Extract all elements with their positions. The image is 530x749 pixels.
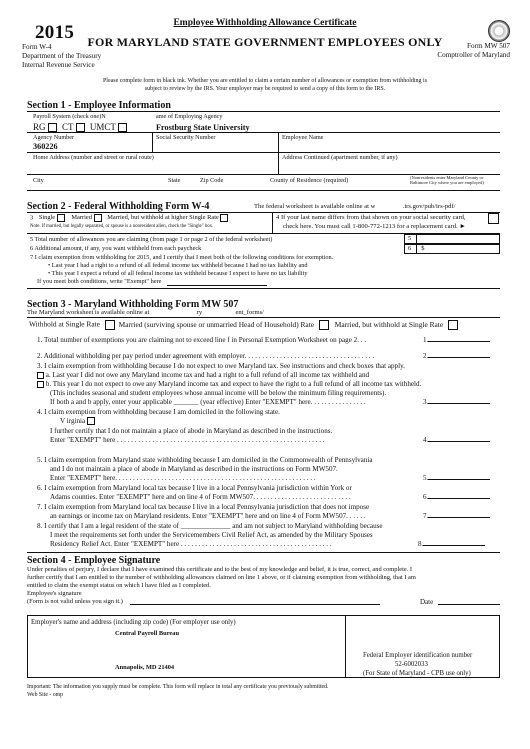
md-line8b: I meet the requirements set forth under the Servicemembers Civil Relief Act, as amended by the Military Spouses — [50, 531, 373, 539]
form-mw507-label: Form MW 507 — [467, 42, 510, 50]
md-married-single-rate-checkbox[interactable] — [448, 320, 458, 330]
md-line7a: 7. I claim exemption from Maryland local tax because I live in a local Pennsylvania jurisdiction that does not impose — [37, 503, 370, 511]
md-line5a: 5. I claim exemption from Maryland state withholding because I am domiciled in the Commonwealth of Pennsylvania — [37, 456, 373, 464]
irs-label: Internal Revenue Service — [22, 61, 95, 69]
important-note: Important: The information you supply must be complete. This form will replace in total any certificate you previously submitted. — [27, 684, 329, 690]
payroll-system-label: Payroll System (check one)N — [33, 113, 106, 120]
md-line4b: I further certify that I do not maintain a place of abode in Maryland as described in the instructions. — [50, 427, 333, 435]
w4-box6[interactable]: 6 $ — [404, 244, 500, 254]
state-label: State — [168, 177, 181, 184]
md-line3: 3. I claim exemption from withholding because I do not expect to owe Maryland tax. See instructions and check boxes that apply. — [37, 362, 405, 370]
md-line4-state[interactable]: V irginia — [60, 417, 95, 425]
county-label: County of Residence (required) — [270, 177, 349, 184]
md-line3b-checkbox[interactable] — [37, 381, 44, 388]
md-line4a: 4. I claim exemption from withholding because I am domiciled in the following state. — [37, 408, 280, 416]
md-line4-field[interactable]: 4. — [423, 436, 490, 444]
md-line2: 2. Additional withholding per pay period under agreement with employer. . . . . . . . . . . . . . . . . . . . . . . . . . . . . . . . . . . . . — [37, 352, 375, 360]
md-line3a-checkbox[interactable] — [37, 372, 44, 379]
fein-label: Federal Employer identification number — [363, 652, 473, 659]
section1-title: Section 1 - Employee Information — [27, 100, 171, 111]
md-line5-field[interactable]: 5. — [423, 474, 490, 482]
instructions-line-2: subject to review by the IRS. Your employer may be required to send a copy of this form to the IRS. — [144, 86, 386, 92]
footer-website[interactable]: Web Site - omp — [27, 692, 64, 698]
employer-city: Annapolis, MD 21404 — [115, 664, 175, 671]
comptroller-label: Comptroller of Maryland — [437, 51, 510, 59]
fein-note: (For State of Maryland - CPB use only) — [363, 670, 471, 677]
md-line8-field[interactable]: 8. — [418, 540, 485, 548]
w4-married-higher-checkbox[interactable] — [220, 214, 228, 222]
md-line3a: a. Last year I did not owe any Maryland income tax and had a right to a full refund of all income tax withheld and — [37, 371, 369, 379]
md-line4-state-checkbox[interactable] — [87, 417, 95, 425]
section3-title: Section 3 - Maryland Withholding Form MW 507 — [27, 299, 239, 310]
md-line6-field[interactable]: 6. — [423, 493, 490, 501]
md-married-rate-checkbox[interactable] — [319, 320, 329, 330]
w4-exempt-field[interactable] — [167, 277, 267, 286]
treasury-label: Department of the Treasury — [22, 52, 102, 60]
date-label: Date — [420, 598, 434, 606]
md-line5c: Enter "EXEMPT" here. . . . . . . . . . . . . . . . . . . . . . . . . . . . . . . . . . . . . . . . . . . . . . . . . . . . . . . . . — [50, 474, 316, 482]
md-line3-field[interactable]: 3. — [423, 398, 490, 406]
w4-line5: 5 Total number of allowances you are claiming (from page 1 or page 2 of the federal worksheet) — [30, 236, 273, 243]
md-line7-field[interactable]: 7. — [423, 512, 490, 520]
form-w4-label: Form W-4 — [22, 43, 52, 51]
federal-worksheet-website: The federal worksheet is available online at w .irs.gov/pub/irs-pdf/ — [254, 203, 456, 210]
city-label: City — [33, 177, 44, 184]
agency-number-label: Agency Number — [33, 134, 75, 141]
employer-label: Employer's name and address (including zip code) (For employer use only) — [31, 619, 236, 626]
address-cont-label: Address Continued (apartment number, if any) — [282, 154, 398, 161]
md-line1-field[interactable]: 1. — [423, 336, 490, 344]
md-line8c: Residency Relief Act. Enter "EXEMPT" here . . . . . . . . . . . . . . . . . . . . . . . . . . . . . . . . . . . . . . . . . . . — [50, 540, 332, 548]
w4-box5[interactable]: 5 — [404, 234, 500, 244]
signature-validity-note: (Form is not valid unless you sign it.) — [27, 598, 123, 605]
w4-bullet-2: • This year I expect a refund of all federal income tax withheld because I expect to have no tax liability — [48, 270, 308, 277]
nonresident-note: (Nonresidents enter Maryland County or Baltimore City where you are employed) — [410, 175, 484, 185]
md-line3d: If both a and b apply, enter your applicable _______ (year effective) Enter "EXEMPT" here. . . . . . . . . . . . . . . . — [50, 398, 366, 406]
instructions-line-1: Please complete form in black ink. Whether you are entitled to claim a certain number of allowances or exemption from withholding is — [102, 78, 428, 84]
zip-label: Zip Code — [200, 177, 224, 184]
section2-title: Section 2 - Federal Withholding Form W-4 — [27, 201, 210, 212]
w4-bullet-1: • Last year I had a right to a refund of all federal income tax withheld because I had no tax liability and — [48, 262, 308, 269]
section4-title: Section 4 - Employee Signature — [27, 555, 161, 566]
mw507-website: The Maryland worksheet is available online at ry ent_forms/ — [27, 309, 265, 316]
md-line7b: an earnings or income tax on Maryland residents. Enter "EXEMPT" here and on line 4 of Form MW507. . . . . . — [50, 512, 366, 520]
fein-value: 52-6002033 — [395, 661, 428, 668]
md-line3c: (This includes seasonal and student employees whose annual income will be below the minimum filing requirements). — [50, 389, 387, 397]
w4-line7: 7 I claim exemption from withholding for 2015, and I certify that I meet both of the following conditions for exemption. — [30, 254, 334, 261]
ssn-label: Social Security Number — [156, 134, 216, 141]
agency-name-value[interactable]: Frostburg State University — [156, 123, 250, 132]
form-title-top: Employee Withholding Allowance Certificate — [173, 18, 357, 28]
md-line8a: 8. I certify that I am a legal resident of the state of ______________ and am not subject to Maryland withholding because — [37, 522, 383, 530]
md-line3b: b. This year I do not expect to owe any Maryland income tax and expect to have the right to a full refund of all income tax withheld. — [37, 380, 421, 388]
form-title-main: FOR MARYLAND STATE GOVERNMENT EMPLOYEES ONLY — [87, 35, 443, 49]
signature-field[interactable] — [130, 597, 380, 605]
w4-name-differs-checkbox[interactable] — [488, 213, 499, 224]
md-line5b: and I do not maintain a place of abode in Maryland as described in the instructions on Form MW507. — [50, 465, 338, 473]
form-year: 2015 — [35, 22, 75, 43]
w4-line4-text-2: check here. You must call 1-800-772-1213 for a replacement card. ► — [283, 223, 466, 230]
md-single-rate-checkbox[interactable] — [105, 320, 115, 330]
signature-label: Employee's signature — [27, 590, 82, 597]
w4-line7-end: If you meet both conditions, write "Exempt" here — [37, 278, 162, 285]
employee-name-label: Employee Name — [282, 134, 324, 141]
employer-name: Central Payroll Bureau — [115, 630, 180, 637]
md-line6a: 6. I claim exemption from Maryland local tax because I live in a local Pennsylvania jurisdiction within York or — [37, 484, 352, 492]
w4-single-checkbox[interactable] — [57, 214, 65, 222]
md-line1: 1. Total number of exemptions you are claiming not to exceed line f in Personal Exemption Worksheet on page 2. . . — [37, 336, 367, 344]
md-line6b: Adams counties. Enter "EXEMPT" here and on line 4 of Form MW507. . . . . . . . . . . . . . . . . . . . . . . . . . . . — [50, 493, 351, 501]
filing-status-row: 3 Single Married Married, but withhold at higher Single Rate — [30, 214, 228, 222]
agency-number-value[interactable]: 360226 — [33, 142, 58, 151]
home-address-label: Home Address (number and street or rural route) — [33, 154, 154, 161]
agency-name-label: ame of Employing Agency — [156, 113, 223, 120]
perjury-line-1: Under penalties of perjury, I declare that I have examined this certificate and to the best of my knowledge and belief, it is true, correct, and complete. I — [27, 566, 413, 573]
md-line4c: Enter "EXEMPT" here . . . . . . . . . . . . . . . . . . . . . . . . . . . . . . . . . . . . . . . . . . . . . . . . . . . . . . . . . . . — [50, 436, 325, 444]
payroll-options: RG CT UMCT — [33, 122, 127, 132]
w4-line4-text-1: 4 If your last name differs from that shown on your social security card, — [276, 214, 466, 221]
perjury-line-3: entitled to claim the exempt status on which I have filed as I completed. — [27, 582, 211, 589]
w4-line6: 6 Additional amount, if any, you want withheld from each paycheck — [30, 245, 202, 252]
w4-married-checkbox[interactable] — [94, 214, 102, 222]
date-field[interactable] — [438, 597, 500, 605]
perjury-line-2: further certify that I am entitled to the number of withholding allowances claimed on line 1 above, or if claiming exemption from withholding, that I am — [27, 574, 416, 581]
withholding-rate-row: Withhold at Single Rate Married (surviving spouse or unmarried Head of Household) Rate Married, but withhold at Single Rate — [29, 320, 458, 330]
w4-note-3: Note. If married, but legally separated, or spouse is a nonresident alien, check the "Single" box. — [30, 224, 214, 229]
md-line2-field[interactable]: 2. — [423, 352, 490, 360]
